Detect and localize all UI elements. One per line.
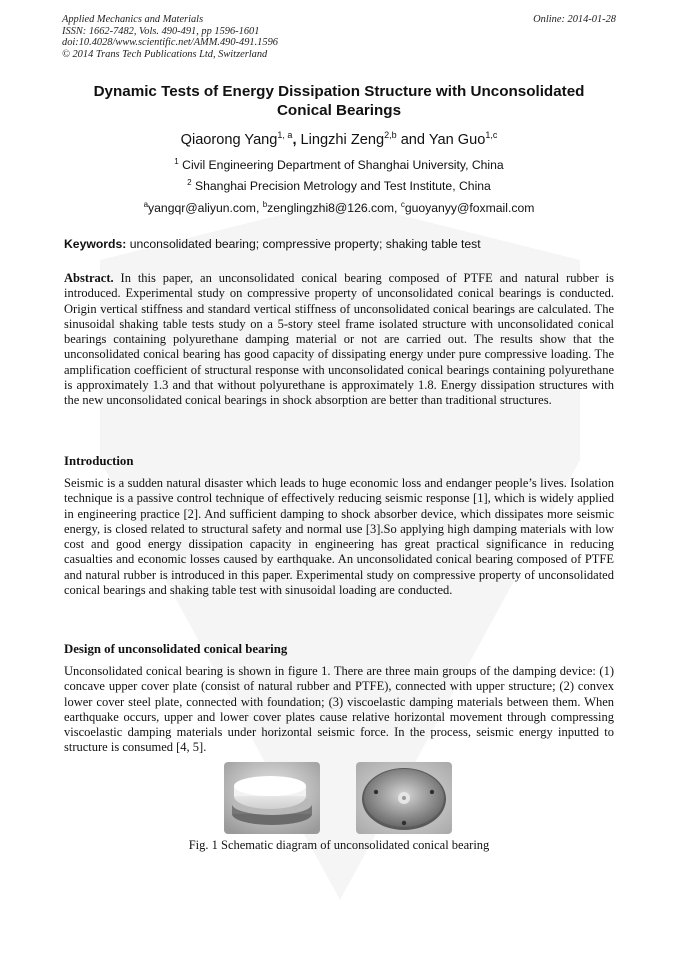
affiliation-sup: 2: [187, 178, 192, 187]
affiliation: [62, 178, 616, 193]
keywords-text: unconsolidated bearing; compressive property; shaking table test: [129, 237, 481, 251]
author-sup: 1,c: [485, 130, 498, 140]
title-line: Conical Bearings: [276, 102, 402, 119]
author-separator: ,: [292, 131, 301, 148]
author-sup: 1, a: [277, 130, 293, 140]
section-heading-introduction: Introduction: [64, 454, 134, 468]
section-heading-design: Design of unconsolidated conical bearing: [64, 642, 288, 656]
figure-caption: Fig. 1 Schematic diagram of unconsolidated conical bearing: [188, 838, 490, 852]
doi-line: doi:10.4028/www.scientific.net/AMM.490-491.1596: [62, 37, 278, 49]
email-link[interactable]: yangqr@aliyun.com: [148, 201, 256, 216]
email-link[interactable]: guoyanyy@foxmail.com: [404, 201, 535, 216]
affiliation-text: Shanghai Precision Metrology and Test Institute, China: [195, 179, 491, 194]
author-separator: and: [396, 131, 429, 148]
copyright-line: © 2014 Trans Tech Publications Ltd, Switzerland: [62, 48, 268, 60]
paper-title: [62, 82, 616, 120]
journal-header: [62, 14, 616, 60]
affiliation-text: Civil Engineering Department of Shanghai University, China: [182, 158, 504, 173]
abstract: [64, 271, 614, 409]
abstract-label: Abstract.: [64, 271, 114, 285]
email-sup: c: [400, 200, 405, 209]
abstract-text: In this paper, an unconsolidated conical bearing composed of PTFE and natural rubber is introduced. Experimental study on compressive property of unconsolidated conical bearings is conducted. Origin vertical stiffness and standard vertical stiffness of unconsolidated conical bearings are calculated. The sinusoidal shaking table tests study on a 5-story steel frame isolated structure with unconsolidated conical bearings containing polyurethane damping material or not are carried out. The results show that the unconsolidated conical bearing has good capacity of dissipating energy under pure compressive loading. The amplification coefficient of structural response with unconsolidated conical bearings containing polyurethane is approximately 1.3 and that without polyurethane is approximately 1.8. Energy dissipation structures with the new unconsolidated conical bearings in shock absorption are better than traditional structures.: [64, 271, 614, 408]
email-line: $^a$yangqr@aliyun.com, $^b$zenglingzhi8@126.com, $^c$guoyanyy@foxmail.com: [143, 200, 535, 216]
author-name: Lingzhi Zeng: [300, 131, 385, 148]
email-link[interactable]: zenglingzhi8@126.com: [267, 201, 395, 216]
keywords: [64, 237, 616, 251]
author-name: Yan Guo: [428, 131, 486, 148]
design-text: Unconsolidated conical bearing is shown in figure 1. There are three main groups of the damping device: (1) concave upper cover plate (consist of natural rubber and PTFE), connected with upper structure; (2) convex lower cover steel plate, connected with foundation; (3) viscoelastic damping materials between them. When earthquake occurs, upper and lower cover plates cause relative horizontal movement through compressing viscoelastic damping materials under horizontal seismic force. In the process, seismic energy inputted to structure is consumed [4, 5].: [64, 664, 614, 755]
lower-bearing-photo: [356, 762, 452, 834]
email-sup: a: [143, 200, 149, 209]
author-name: Qiaorong Yang: [180, 131, 278, 148]
journal-name: Applied Mechanics and Materials: [62, 14, 204, 25]
online-date: Online: 2014-01-28: [533, 14, 616, 25]
email-sup: b: [262, 200, 268, 209]
keywords-label: Keywords:: [64, 237, 127, 251]
issn-line: ISSN: 1662-7482, Vols. 490-491, pp 1596-1601: [62, 25, 260, 37]
author-list: [62, 130, 616, 148]
upper-bearing-photo: [224, 762, 320, 834]
affiliation: [62, 157, 616, 172]
affiliation-sup: 1: [174, 157, 179, 166]
introduction-text: Seismic is a sudden natural disaster which leads to huge economic loss and endanger people’s lives. Isolation technique is a passive control technique of effectively reducing seismic response [1], which is widely applied in engineering practice [2]. And sufficient damping to shock absorber device, which dissipates more seismic energy, is closed related to structural safety and normal use [3].So applying high damping materials with low cost and good energy dissipation capacity in engineering has great practical significance in reducing casualties and economic losses caused by earthquake. An unconsolidated conical bearing composed of PTFE and natural rubber is introduced in this paper. Experimental study on compressive property of unconsolidated conical bearings and shaking table test with sinusoidal loading are conducted.: [64, 476, 614, 598]
title-line: Dynamic Tests of Energy Dissipation Structure with Unconsolidated: [93, 83, 585, 100]
author-sup: 2,b: [384, 130, 397, 140]
